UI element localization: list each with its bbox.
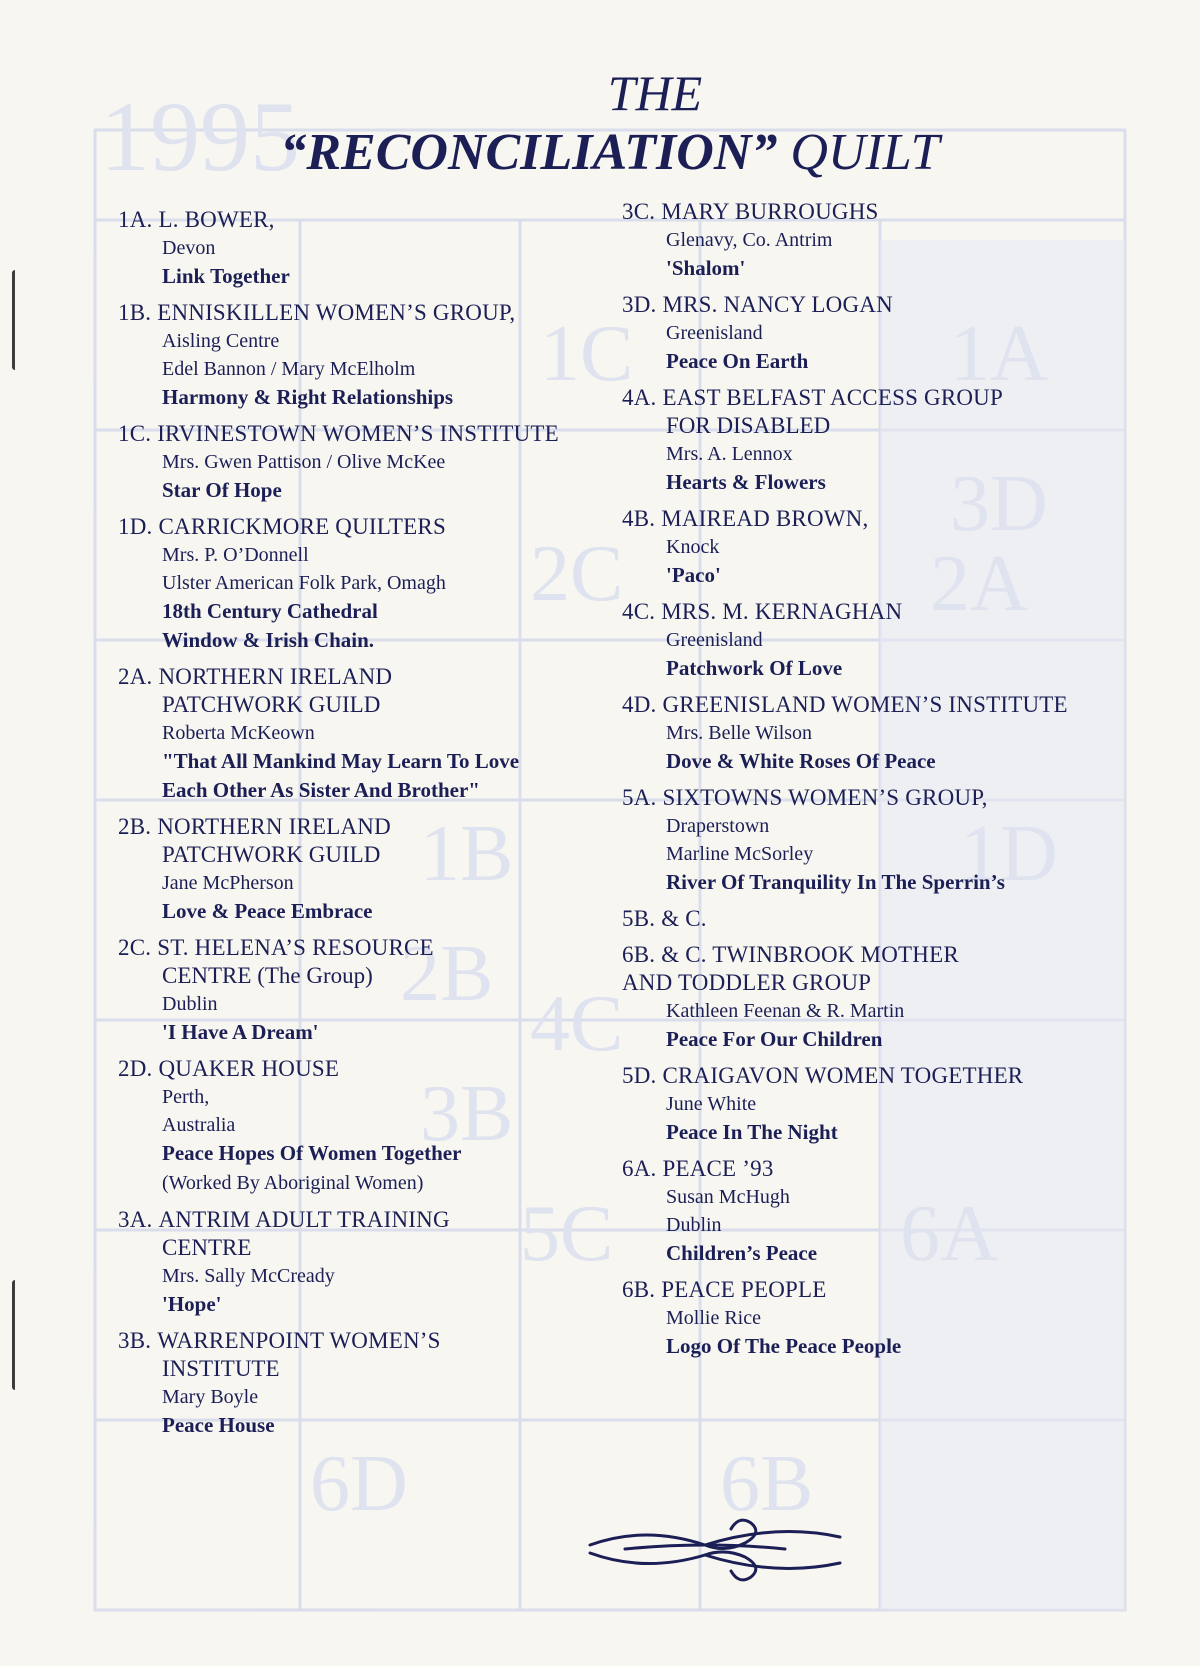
entry-name: WARRENPOINT WOMEN’S [157, 1328, 441, 1353]
entry-name: CRAIGAVON WOMEN TOGETHER [662, 1063, 1024, 1088]
entry-name-continued: INSTITUTE [162, 1356, 280, 1381]
entry-code: 2D. [118, 1056, 153, 1081]
entry-name: L. BOWER, [158, 207, 275, 232]
entry-detail: Marline McSorley [666, 843, 814, 865]
bg-cell-1B: 1B [420, 810, 514, 898]
entry-detail: Draperstown [666, 815, 770, 837]
entry-name: PEACE ’93 [662, 1156, 774, 1181]
bg-cell-5C: 5C [520, 1190, 614, 1278]
entry-detail: Dublin [162, 993, 218, 1015]
entry-code: 4C. [622, 599, 656, 624]
entry-detail: Perth, [162, 1086, 210, 1108]
entry-name: SIXTOWNS WOMEN’S GROUP, [662, 785, 988, 810]
entry-heading [118, 299, 638, 327]
staple-bottom [12, 1280, 23, 1390]
entry-name-continued: AND TODDLER GROUP [622, 970, 872, 995]
entry-work-title: Dove & White Roses Of Peace [666, 749, 936, 773]
list-entry [118, 1206, 638, 1319]
entry-code: 4D. [622, 692, 657, 717]
entry-work-title: "That All Mankind May Learn To Love [162, 749, 520, 773]
entry-name: ENNISKILLEN WOMEN’S GROUP, [157, 300, 516, 325]
entry-work-title: Children’s Peace [666, 1241, 818, 1265]
entry-detail: Roberta McKeown [162, 722, 315, 744]
bg-cell-4C: 4C [530, 980, 624, 1068]
list-entry [622, 784, 1162, 897]
entry-code: 3B. [118, 1328, 152, 1353]
entry-detail: Devon [162, 237, 216, 259]
entry-detail: Australia [162, 1114, 236, 1136]
entry-work-title: River Of Tranquility In The Sperrin’s [666, 870, 1005, 894]
list-entry [622, 691, 1162, 776]
list-entry [622, 198, 1162, 283]
entry-detail: Ulster American Folk Park, Omagh [162, 572, 446, 594]
entry-name: MAIREAD BROWN, [661, 506, 869, 531]
list-entry [118, 934, 638, 1047]
entry-detail: Jane McPherson [162, 872, 294, 894]
entry-name: QUAKER HOUSE [158, 1056, 340, 1081]
entry-detail: Mollie Rice [666, 1307, 761, 1329]
entry-detail: Mrs. A. Lennox [666, 443, 793, 465]
list-entry [118, 420, 638, 505]
staple-top [12, 270, 23, 370]
entry-work-title: 'Paco' [666, 563, 721, 587]
entry-name: & C. TWINBROOK MOTHER [661, 942, 959, 967]
entry-heading [622, 905, 1162, 933]
bg-cell-6D: 6D [310, 1440, 408, 1528]
entry-work-title: Window & Irish Chain. [162, 628, 375, 652]
entry-heading [622, 598, 1162, 626]
entry-work-title: Peace For Our Children [666, 1027, 883, 1051]
entry-name: MRS. NANCY LOGAN [662, 292, 893, 317]
entry-code: 5B. [622, 906, 656, 931]
entry-detail: June White [666, 1093, 757, 1115]
entry-detail: Edel Bannon / Mary McElholm [162, 358, 416, 380]
entry-code: 6A. [622, 1156, 657, 1181]
list-entry [622, 1155, 1162, 1268]
list-entry [622, 384, 1162, 497]
page-title [160, 64, 1060, 184]
entry-name: NORTHERN IRELAND [158, 664, 393, 689]
entry-work-title: Peace On Earth [666, 349, 809, 373]
entry-name-continued: PATCHWORK GUILD [162, 692, 381, 717]
right-column-list [622, 198, 1162, 1369]
bg-cell-2A: 2A [930, 540, 1028, 628]
bg-cell-3B: 3B [420, 1070, 514, 1158]
entry-detail: Knock [666, 536, 720, 558]
entry-detail: Susan McHugh [666, 1186, 790, 1208]
title-line-the: THE [607, 65, 703, 121]
entry-code: 2A. [118, 664, 153, 689]
entry-heading [118, 1206, 638, 1234]
entry-work-title: Star Of Hope [162, 478, 282, 502]
entry-detail: Mary Boyle [162, 1386, 259, 1408]
entry-work-title: Peace Hopes Of Women Together [162, 1141, 462, 1165]
entry-heading [118, 420, 638, 448]
entry-heading [622, 291, 1162, 319]
entry-code: 4A. [622, 385, 657, 410]
entry-detail: Greenisland [666, 629, 763, 651]
entry-detail: Kathleen Feenan & R. Martin [666, 1000, 905, 1022]
list-entry [118, 1327, 638, 1440]
entry-name: & C. [661, 906, 707, 931]
entry-code: 6B. [622, 1277, 656, 1302]
list-entry [118, 813, 638, 926]
entry-work-title: Peace In The Night [666, 1120, 838, 1144]
entry-heading [622, 691, 1162, 719]
entry-note: (Worked By Aboriginal Women) [162, 1172, 424, 1194]
entry-work-title: Harmony & Right Relationships [162, 385, 454, 409]
entry-heading [118, 934, 638, 962]
list-entry [622, 1276, 1162, 1361]
list-entry [622, 941, 1162, 1054]
entry-code: 3D. [622, 292, 657, 317]
list-entry [622, 1062, 1162, 1147]
entry-code: 1C. [118, 421, 152, 446]
entry-name-continued: CENTRE (The Group) [162, 963, 373, 988]
entry-work-title: Each Other As Sister And Brother" [162, 778, 480, 802]
bg-cell-1D: 1D [960, 810, 1058, 898]
title-reconciliation: “RECONCILIATION” [280, 124, 778, 181]
entry-code: 1A. [118, 207, 153, 232]
entry-name: IRVINESTOWN WOMEN’S INSTITUTE [157, 421, 559, 446]
entry-heading [118, 1055, 638, 1083]
entry-heading [118, 813, 638, 841]
entry-detail: Mrs. Sally McCready [162, 1265, 335, 1287]
bg-cell-1A: 1A [950, 310, 1048, 398]
bg-cell-1C: 1C [540, 310, 634, 398]
entry-name-continued: FOR DISABLED [666, 413, 831, 438]
bg-cell-2B: 2B [400, 930, 494, 1018]
entry-detail: Dublin [666, 1214, 722, 1236]
entry-name-continued: CENTRE [162, 1235, 252, 1260]
title-line-main [160, 122, 1060, 184]
entry-name: CARRICKMORE QUILTERS [158, 514, 446, 539]
bg-cell-3D: 3D [950, 460, 1048, 548]
list-entry [118, 299, 638, 412]
entry-work-title: 'Hope' [162, 1292, 222, 1316]
entry-name: ANTRIM ADULT TRAINING [158, 1207, 450, 1232]
entry-heading [622, 198, 1162, 226]
list-entry [118, 513, 638, 655]
entry-code: 4B. [622, 506, 656, 531]
entry-work-title: Link Together [162, 264, 290, 288]
left-column-list [118, 206, 638, 1448]
entry-name: MRS. M. KERNAGHAN [661, 599, 903, 624]
entry-heading [622, 1062, 1162, 1090]
entry-work-title: Hearts & Flowers [666, 470, 826, 494]
entry-name: EAST BELFAST ACCESS GROUP [662, 385, 1003, 410]
entry-detail: Glenavy, Co. Antrim [666, 229, 833, 251]
list-entry [622, 905, 1162, 933]
entry-code: 5A. [622, 785, 657, 810]
bg-cell-6A: 6A [900, 1190, 998, 1278]
entry-code: 3A. [118, 1207, 153, 1232]
entry-work-title: 'Shalom' [666, 256, 746, 280]
entry-heading [622, 941, 1162, 969]
decorative-scroll-ornament [585, 1515, 845, 1585]
entry-name: PEACE PEOPLE [661, 1277, 827, 1302]
entry-heading [118, 206, 638, 234]
entry-detail: Mrs. Gwen Pattison / Olive McKee [162, 451, 446, 473]
entry-detail: Greenisland [666, 322, 763, 344]
list-entry [118, 1055, 638, 1198]
entry-code: 2C. [118, 935, 152, 960]
entry-code: 2B. [118, 814, 152, 839]
entry-heading [118, 513, 638, 541]
entry-heading [622, 384, 1162, 412]
list-entry [622, 291, 1162, 376]
entry-heading [622, 1155, 1162, 1183]
entry-name-continued: PATCHWORK GUILD [162, 842, 381, 867]
bg-year-text: 1995 [100, 81, 300, 192]
entry-heading [622, 1276, 1162, 1304]
entry-work-title: Love & Peace Embrace [162, 899, 373, 923]
entry-work-title: Peace House [162, 1413, 275, 1437]
entry-code: 5D. [622, 1063, 657, 1088]
entry-name: GREENISLAND WOMEN’S INSTITUTE [662, 692, 1068, 717]
entry-code: 1B. [118, 300, 152, 325]
list-entry [622, 505, 1162, 590]
entry-heading [622, 505, 1162, 533]
entry-heading [118, 663, 638, 691]
entry-work-title: Logo Of The Peace People [666, 1334, 902, 1358]
entry-code: 6B. [622, 942, 656, 967]
entry-name: MARY BURROUGHS [661, 199, 879, 224]
list-entry [118, 663, 638, 805]
entry-work-title: 'I Have A Dream' [162, 1020, 319, 1044]
list-entry [622, 598, 1162, 683]
title-quilt: QUILT [790, 124, 940, 181]
entry-detail: Mrs. P. O’Donnell [162, 544, 309, 566]
entry-code: 1D. [118, 514, 153, 539]
entry-detail: Mrs. Belle Wilson [666, 722, 813, 744]
bg-cell-6B: 6B [720, 1440, 814, 1528]
entry-name: ST. HELENA’S RESOURCE [157, 935, 434, 960]
entry-work-title: Patchwork Of Love [666, 656, 843, 680]
entry-code: 3C. [622, 199, 656, 224]
entry-work-title: 18th Century Cathedral [162, 599, 378, 623]
list-entry [118, 206, 638, 291]
entry-heading [622, 784, 1162, 812]
bg-cell-2C: 2C [530, 530, 624, 618]
entry-detail: Aisling Centre [162, 330, 280, 352]
entry-name: NORTHERN IRELAND [157, 814, 391, 839]
entry-heading [118, 1327, 638, 1355]
